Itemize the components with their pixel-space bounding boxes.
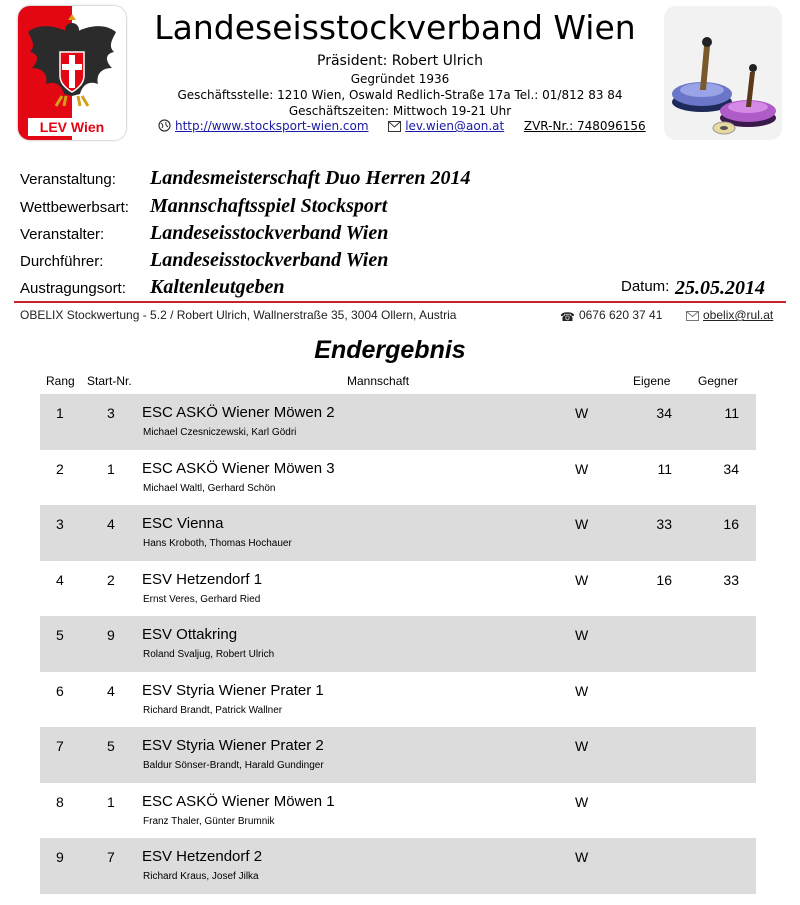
start-number-cell: 5: [107, 738, 115, 754]
organizer-value: Landeseisstockverband Wien: [150, 222, 389, 244]
phone-number: 0676 620 37 41: [578, 308, 663, 322]
own-points-cell: 16: [656, 571, 672, 588]
region-cell: W: [575, 516, 589, 532]
region-cell: W: [575, 571, 589, 588]
start-number-cell: 7: [107, 849, 115, 865]
team-players: Richard Kraus, Josef Jilka: [143, 871, 259, 882]
table-row: [40, 394, 756, 450]
results-title: Endergebnis: [314, 336, 466, 364]
team-name: ESV Styria Wiener Prater 1: [142, 681, 324, 699]
zvr-number: ZVR-Nr.: 748096156: [523, 119, 646, 133]
region-cell: W: [575, 627, 589, 643]
website-link[interactable]: http://www.stocksport-wien.com: [175, 119, 369, 133]
logo-text: LEV Wien: [39, 119, 105, 135]
competition-type-label: Wettbewerbsart:: [20, 199, 129, 216]
start-number-cell: 4: [107, 682, 115, 699]
event-value: Landesmeisterschaft Duo Herren 2014: [150, 167, 471, 189]
executor-label: Durchführer:: [20, 253, 104, 270]
table-row: [40, 561, 756, 617]
team-name: ESV Hetzendorf 1: [142, 570, 263, 588]
event-label: Veranstaltung:: [20, 171, 116, 188]
results-table: [40, 394, 756, 894]
rank-cell: 1: [56, 405, 64, 421]
opponent-points-cell: 34: [723, 460, 739, 477]
table-row: [40, 672, 756, 728]
col-team-header: Mannschaft: [347, 374, 410, 388]
rank-cell: 7: [56, 738, 64, 754]
col-start-header: Start-Nr.: [87, 374, 132, 388]
region-cell: W: [575, 849, 589, 865]
team-players: Ernst Veres, Gerhard Ried: [143, 593, 261, 605]
globe-icon: [158, 119, 171, 135]
region-cell: W: [575, 738, 589, 754]
email-link[interactable]: lev.wien@aon.at: [405, 119, 505, 133]
date-value: 25.05.2014: [675, 277, 765, 299]
opponent-points-cell: 16: [723, 516, 739, 532]
team-name: ESC ASKÖ Wiener Möwen 1: [142, 792, 335, 810]
table-row: [40, 450, 756, 506]
rank-cell: 6: [56, 682, 64, 699]
opponent-points-cell: 33: [723, 571, 739, 588]
team-players: Richard Brandt, Patrick Wallner: [143, 704, 283, 716]
team-name: ESV Ottakring: [142, 626, 238, 643]
col-rank-header: Rang: [46, 374, 75, 388]
executor-value: Landeseisstockverband Wien: [150, 249, 389, 271]
president-line: Präsident: Robert Ulrich: [317, 53, 483, 69]
rank-cell: 5: [56, 627, 64, 643]
own-points-cell: 34: [656, 405, 672, 421]
rank-cell: 2: [56, 460, 64, 477]
mail-icon: [388, 121, 401, 135]
lev-wien-logo: [18, 6, 126, 140]
footer-phone: [560, 308, 662, 324]
divider: [14, 301, 786, 303]
competition-type-value: Mannschaftsspiel Stocksport: [150, 195, 388, 217]
venue-value: Kaltenleutgeben: [150, 276, 285, 298]
venue-label: Austragungsort:: [20, 280, 126, 297]
founded-line: Gegründet 1936: [350, 72, 450, 86]
organizer-label: Veranstalter:: [20, 226, 105, 243]
rank-cell: 3: [56, 516, 64, 532]
table-row: [40, 616, 756, 672]
date-label: Datum:: [621, 278, 670, 295]
region-cell: W: [575, 682, 589, 699]
team-name: ESC ASKÖ Wiener Möwen 3: [142, 459, 335, 477]
team-players: Hans Kroboth, Thomas Hochauer: [143, 538, 292, 549]
team-players: Michael Czesniczewski, Karl Gödri: [143, 427, 297, 438]
start-number-cell: 3: [107, 405, 115, 421]
col-opponent-header: Gegner: [698, 374, 739, 388]
table-row: [40, 505, 756, 561]
curling-stones-icon: [664, 6, 782, 140]
team-name: ESV Hetzendorf 2: [142, 848, 263, 865]
team-name: ESV Styria Wiener Prater 2: [142, 737, 324, 754]
opponent-points-cell: 11: [724, 405, 739, 421]
col-own-header: Eigene: [633, 374, 671, 388]
start-number-cell: 1: [107, 460, 115, 477]
start-number-cell: 4: [107, 516, 115, 532]
table-row: [40, 838, 756, 894]
team-name: ESC Vienna: [142, 515, 224, 532]
rank-cell: 9: [56, 849, 64, 865]
software-credit: OBELIX Stockwertung - 5.2 / Robert Ulrich, Wallnerstraße 35, 3004 Ollern, Austria: [20, 308, 457, 322]
table-row: [40, 727, 756, 783]
start-number-cell: 2: [107, 571, 115, 588]
footer-email: [686, 308, 773, 324]
mail-icon: [686, 310, 699, 324]
team-players: Baldur Sönser-Brandt, Harald Gundinger: [143, 760, 324, 771]
region-cell: W: [575, 460, 589, 477]
own-points-cell: 33: [656, 516, 672, 532]
team-players: Roland Svaljug, Robert Ulrich: [143, 649, 275, 660]
own-points-cell: 11: [657, 460, 672, 477]
table-row: [40, 783, 756, 839]
phone-icon: ☎: [560, 310, 575, 324]
team-players: Franz Thaler, Günter Brumnik: [143, 815, 275, 827]
start-number-cell: 9: [107, 627, 115, 643]
organization-title: Landeseisstockverband Wien: [154, 8, 636, 47]
team-players: Michael Waltl, Gerhard Schön: [143, 482, 276, 494]
office-address-line: Geschäftsstelle: 1210 Wien, Oswald Redlich-Straße 17a Tel.: 01/812 83 84: [177, 88, 623, 102]
region-cell: W: [575, 793, 589, 810]
rank-cell: 4: [56, 571, 64, 588]
start-number-cell: 1: [107, 793, 115, 810]
rank-cell: 8: [56, 793, 64, 810]
footer-email-link[interactable]: obelix@rul.at: [703, 308, 774, 322]
team-name: ESC ASKÖ Wiener Möwen 2: [142, 404, 335, 421]
office-hours-line: Geschäftszeiten: Mittwoch 19-21 Uhr: [288, 104, 512, 118]
region-cell: W: [575, 405, 589, 421]
contact-row: [158, 119, 646, 135]
curling-stones-image: [664, 6, 782, 140]
